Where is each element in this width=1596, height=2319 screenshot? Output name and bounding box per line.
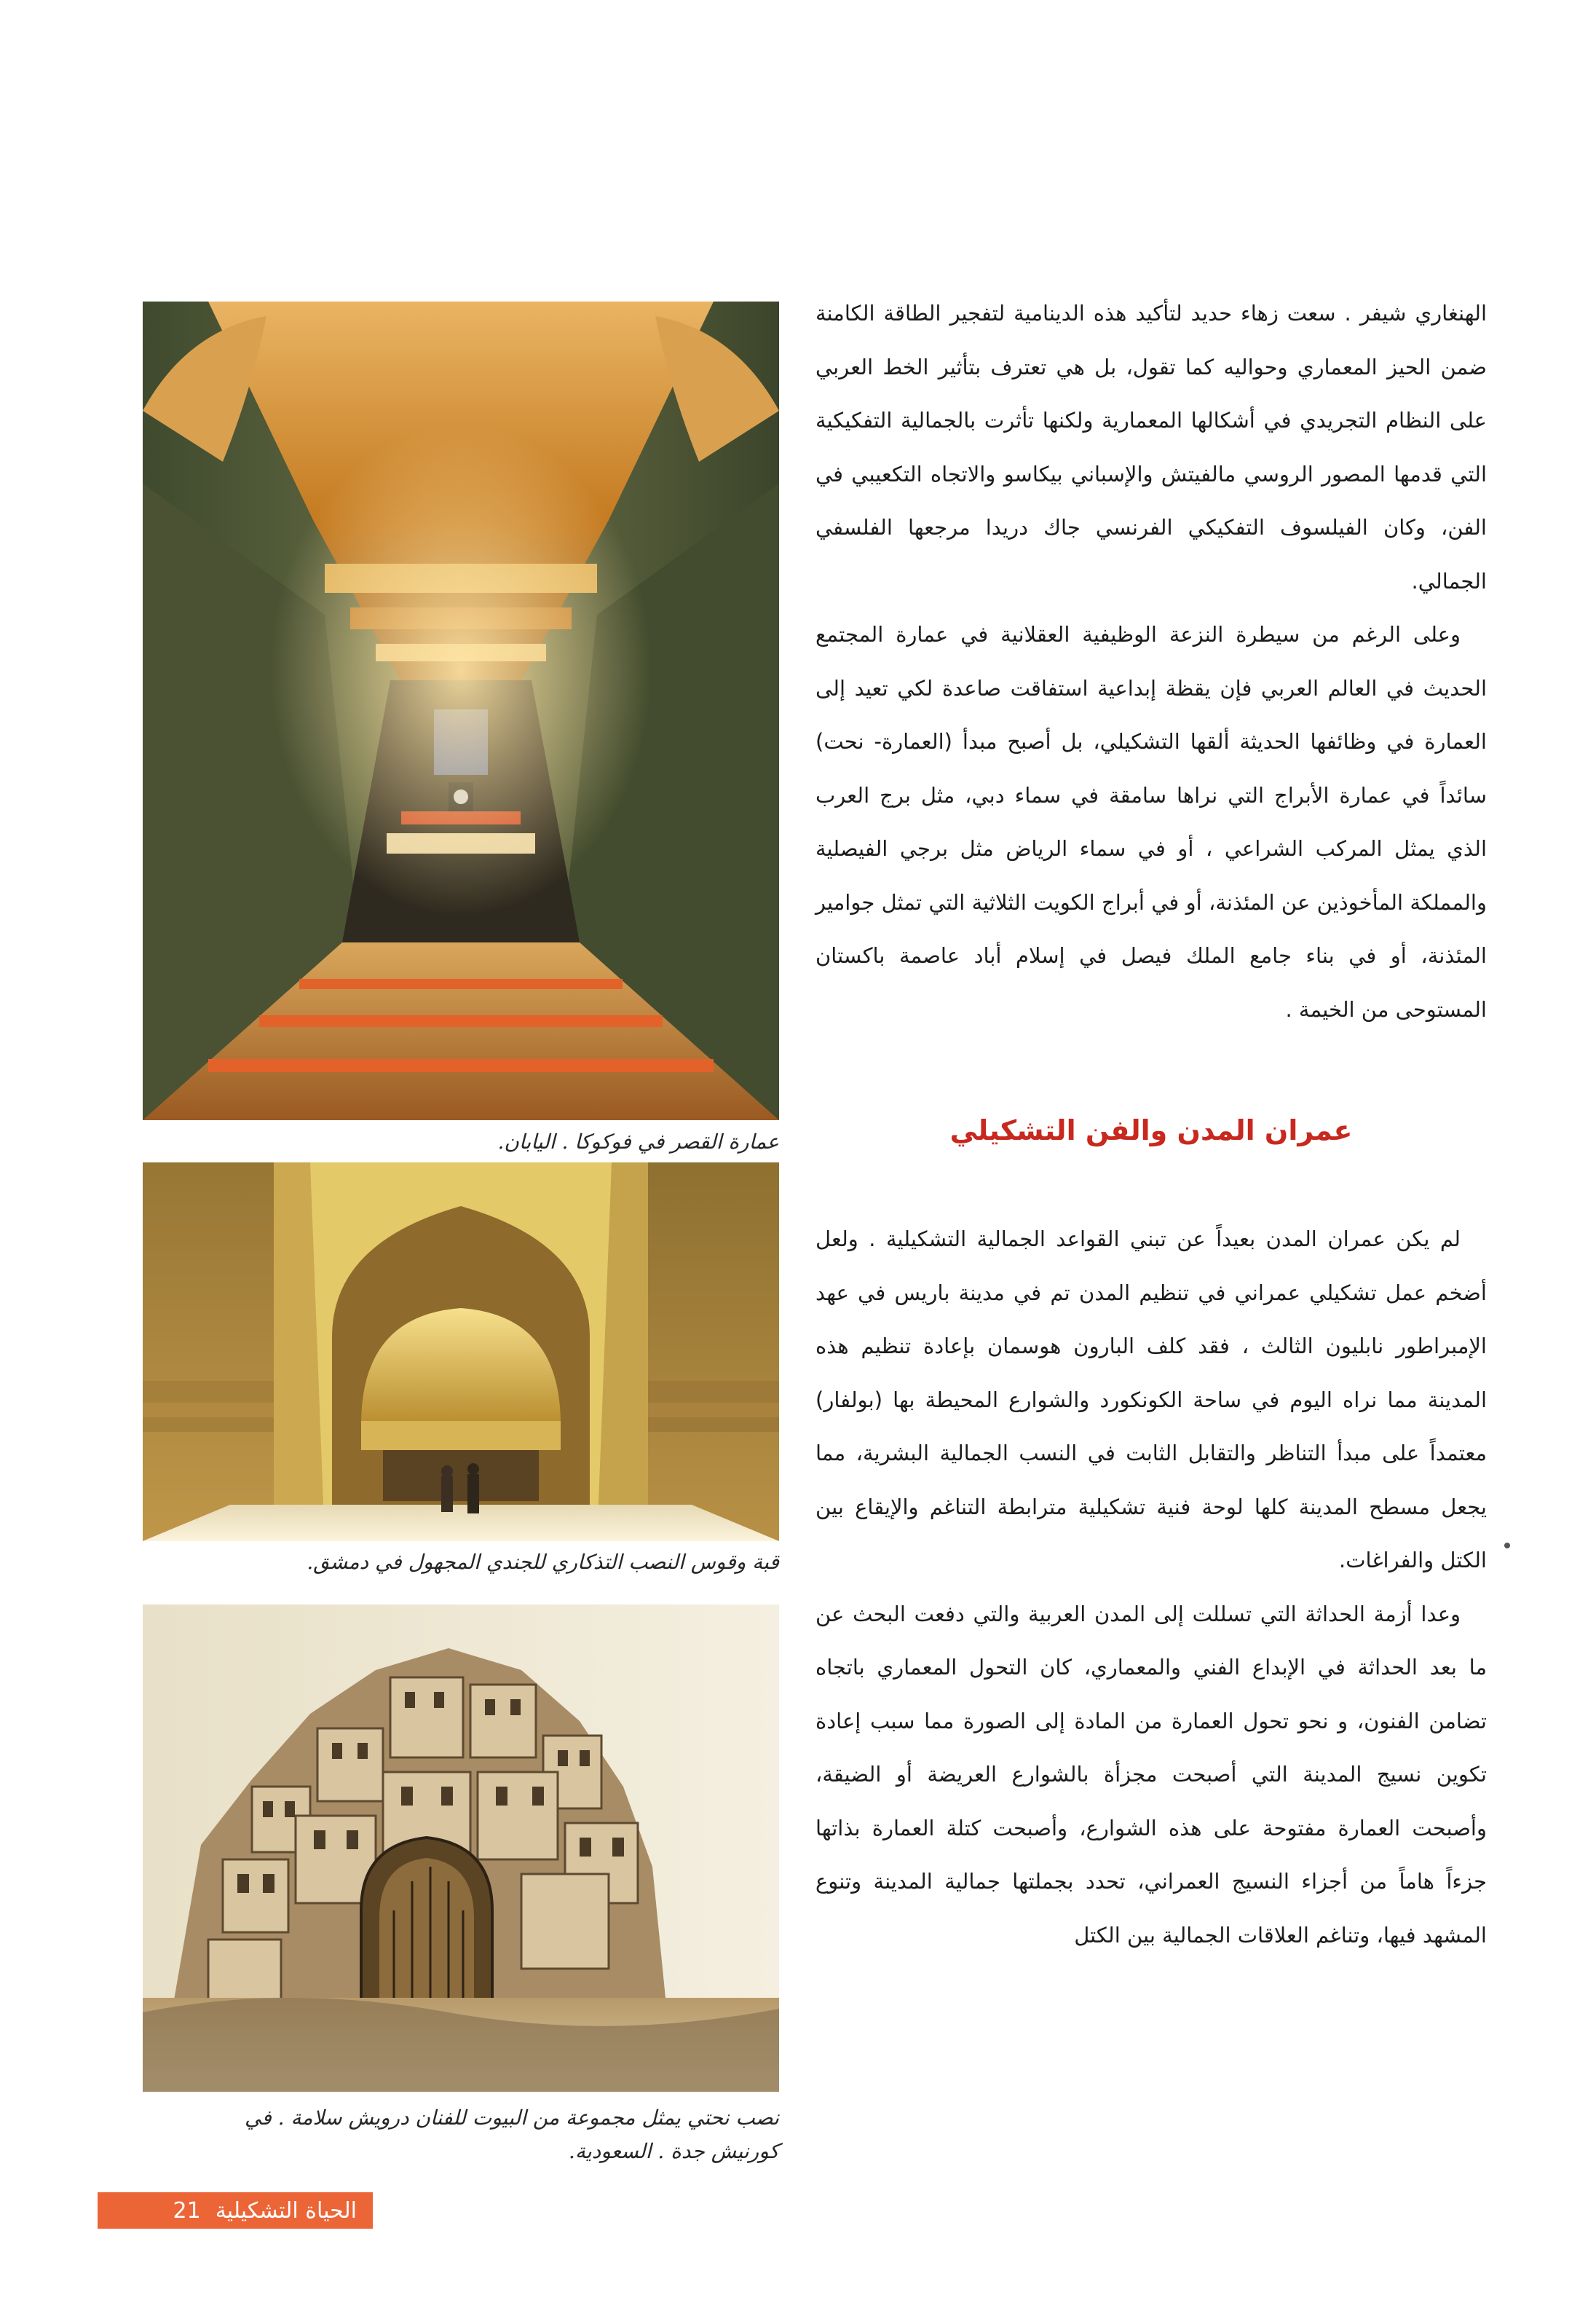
sculpted-houses-image — [143, 1605, 779, 2092]
magazine-title: الحياة التشكيلية — [215, 2197, 357, 2224]
photo-caption: قبة وقوس النصب التذكاري للجندي المجهول في دمشق. — [307, 1550, 779, 1574]
photo-caption-line: نصب نحتي يمثل مجموعة من البيوت للفنان درويش سلامة . في — [245, 2106, 779, 2130]
article-paragraph: الهنغاري شيفر . سعت زهاء حديد لتأكيد هذه الدينامية لتفجير الطاقة الكامنة ضمن الحيز المعماري وحواليه كما تقول، بل هي تعترف بتأثير الخط العربي على النظام التجريدي في أشكالها المعمارية ولكنها تأثرت بالجمالية التفكيكية التي قدمها المصور الروسي مالفيتش والإسباني بيكاسو والاتجاه التكعيبي في الفن، وكان الفيلسوف التفكيكي الفرنسي جاك دريدا مرجعها الفلسفي الجمالي. — [815, 301, 1487, 594]
footer-bar — [98, 2192, 373, 2229]
memorial-dome-image — [143, 1162, 779, 1541]
article-paragraph: لم يكن عمران المدن بعيداً عن تبني القواعد الجمالية التشكيلية . ولعل أضخم عمل تشكيلي عمراني في تنظيم المدن تم في مدينة باريس في عهد الإمبراطور نابليون الثالث ، فقد كلف البارون هوسمان بإعادة تنظيم هذه المدينة مما نراه اليوم في ساحة الكونكورد والشوارع المحيطة بها (بولفار) معتمداً على مبدأ التناظر والتقابل الثابت في النسب الجمالية البشرية، مما يجعل مسطح المدينة كلها لوحة فنية تشكيلية مترابطة التناغم والإيقاع بين الكتل والفراغات. — [815, 1227, 1487, 1572]
photo-caption: عمارة القصر في فوكوكا . اليابان. — [497, 1130, 779, 1154]
section-heading: عمران المدن والفن التشكيلي — [949, 1114, 1353, 1146]
page-number: 21 — [173, 2197, 201, 2224]
photo-sculpted-houses — [143, 1605, 779, 2092]
margin-dot — [1504, 1543, 1510, 1548]
article-paragraph: وعدا أزمة الحداثة التي تسللت إلى المدن العربية والتي دفعت البحث عن ما بعد الحداثة في الإبداع الفني والمعماري، كان التحول المعماري باتجاه تضامن الفنون، و نحو تحول العمارة من المادة إلى الصورة مما سبب إعادة تكوين نسيج المدينة التي أصبحت مجزأة بالشوارع العريضة أو الضيقة، وأصبحت العمارة مفتوحة على هذه الشوارع، وأصبحت كتلة العمارة بذاتها جزءاً هاماً من أجزاء النسيج العمراني، تحدد بجملتها جمالية المدينة وتنوع المشهد فيها، وتناغم العلاقات الجمالية بين الكتل — [815, 1601, 1487, 1948]
article-body-bottom — [815, 1213, 1487, 1962]
photo-caption-line: كورنيش جدة . السعودية. — [569, 2139, 779, 2163]
photo-caption — [143, 2101, 779, 2168]
palace-interior-image — [143, 302, 779, 1120]
photo-palace-interior — [143, 302, 779, 1120]
article-body-top — [815, 287, 1487, 1036]
article-paragraph: وعلى الرغم من سيطرة النزعة الوظيفية العقلانية في عمارة المجتمع الحديث في العالم العربي فإن يقظة إبداعية استفاقت صاعدة لكي تعيد إلى العمارة في وظائفها الحديثة ألقها التشكيلي، بل أصبح مبدأ (العمارة- نحت) سائداً في عمارة الأبراج التي نراها سامقة في سماء دبي، مثل برج العرب الذي يمثل المركب الشراعي ، أو في سماء الرياض مثل برجي الفيصلية والمملكة المأخوذين عن المئذنة، أو في أبراج الكويت الثلاثية التي تمثل جوامير المئذنة، أو في بناء جامع الملك فيصل في إسلام أباد عاصمة باكستان المستوحى من الخيمة . — [815, 622, 1487, 1022]
photo-memorial-dome — [143, 1162, 779, 1541]
